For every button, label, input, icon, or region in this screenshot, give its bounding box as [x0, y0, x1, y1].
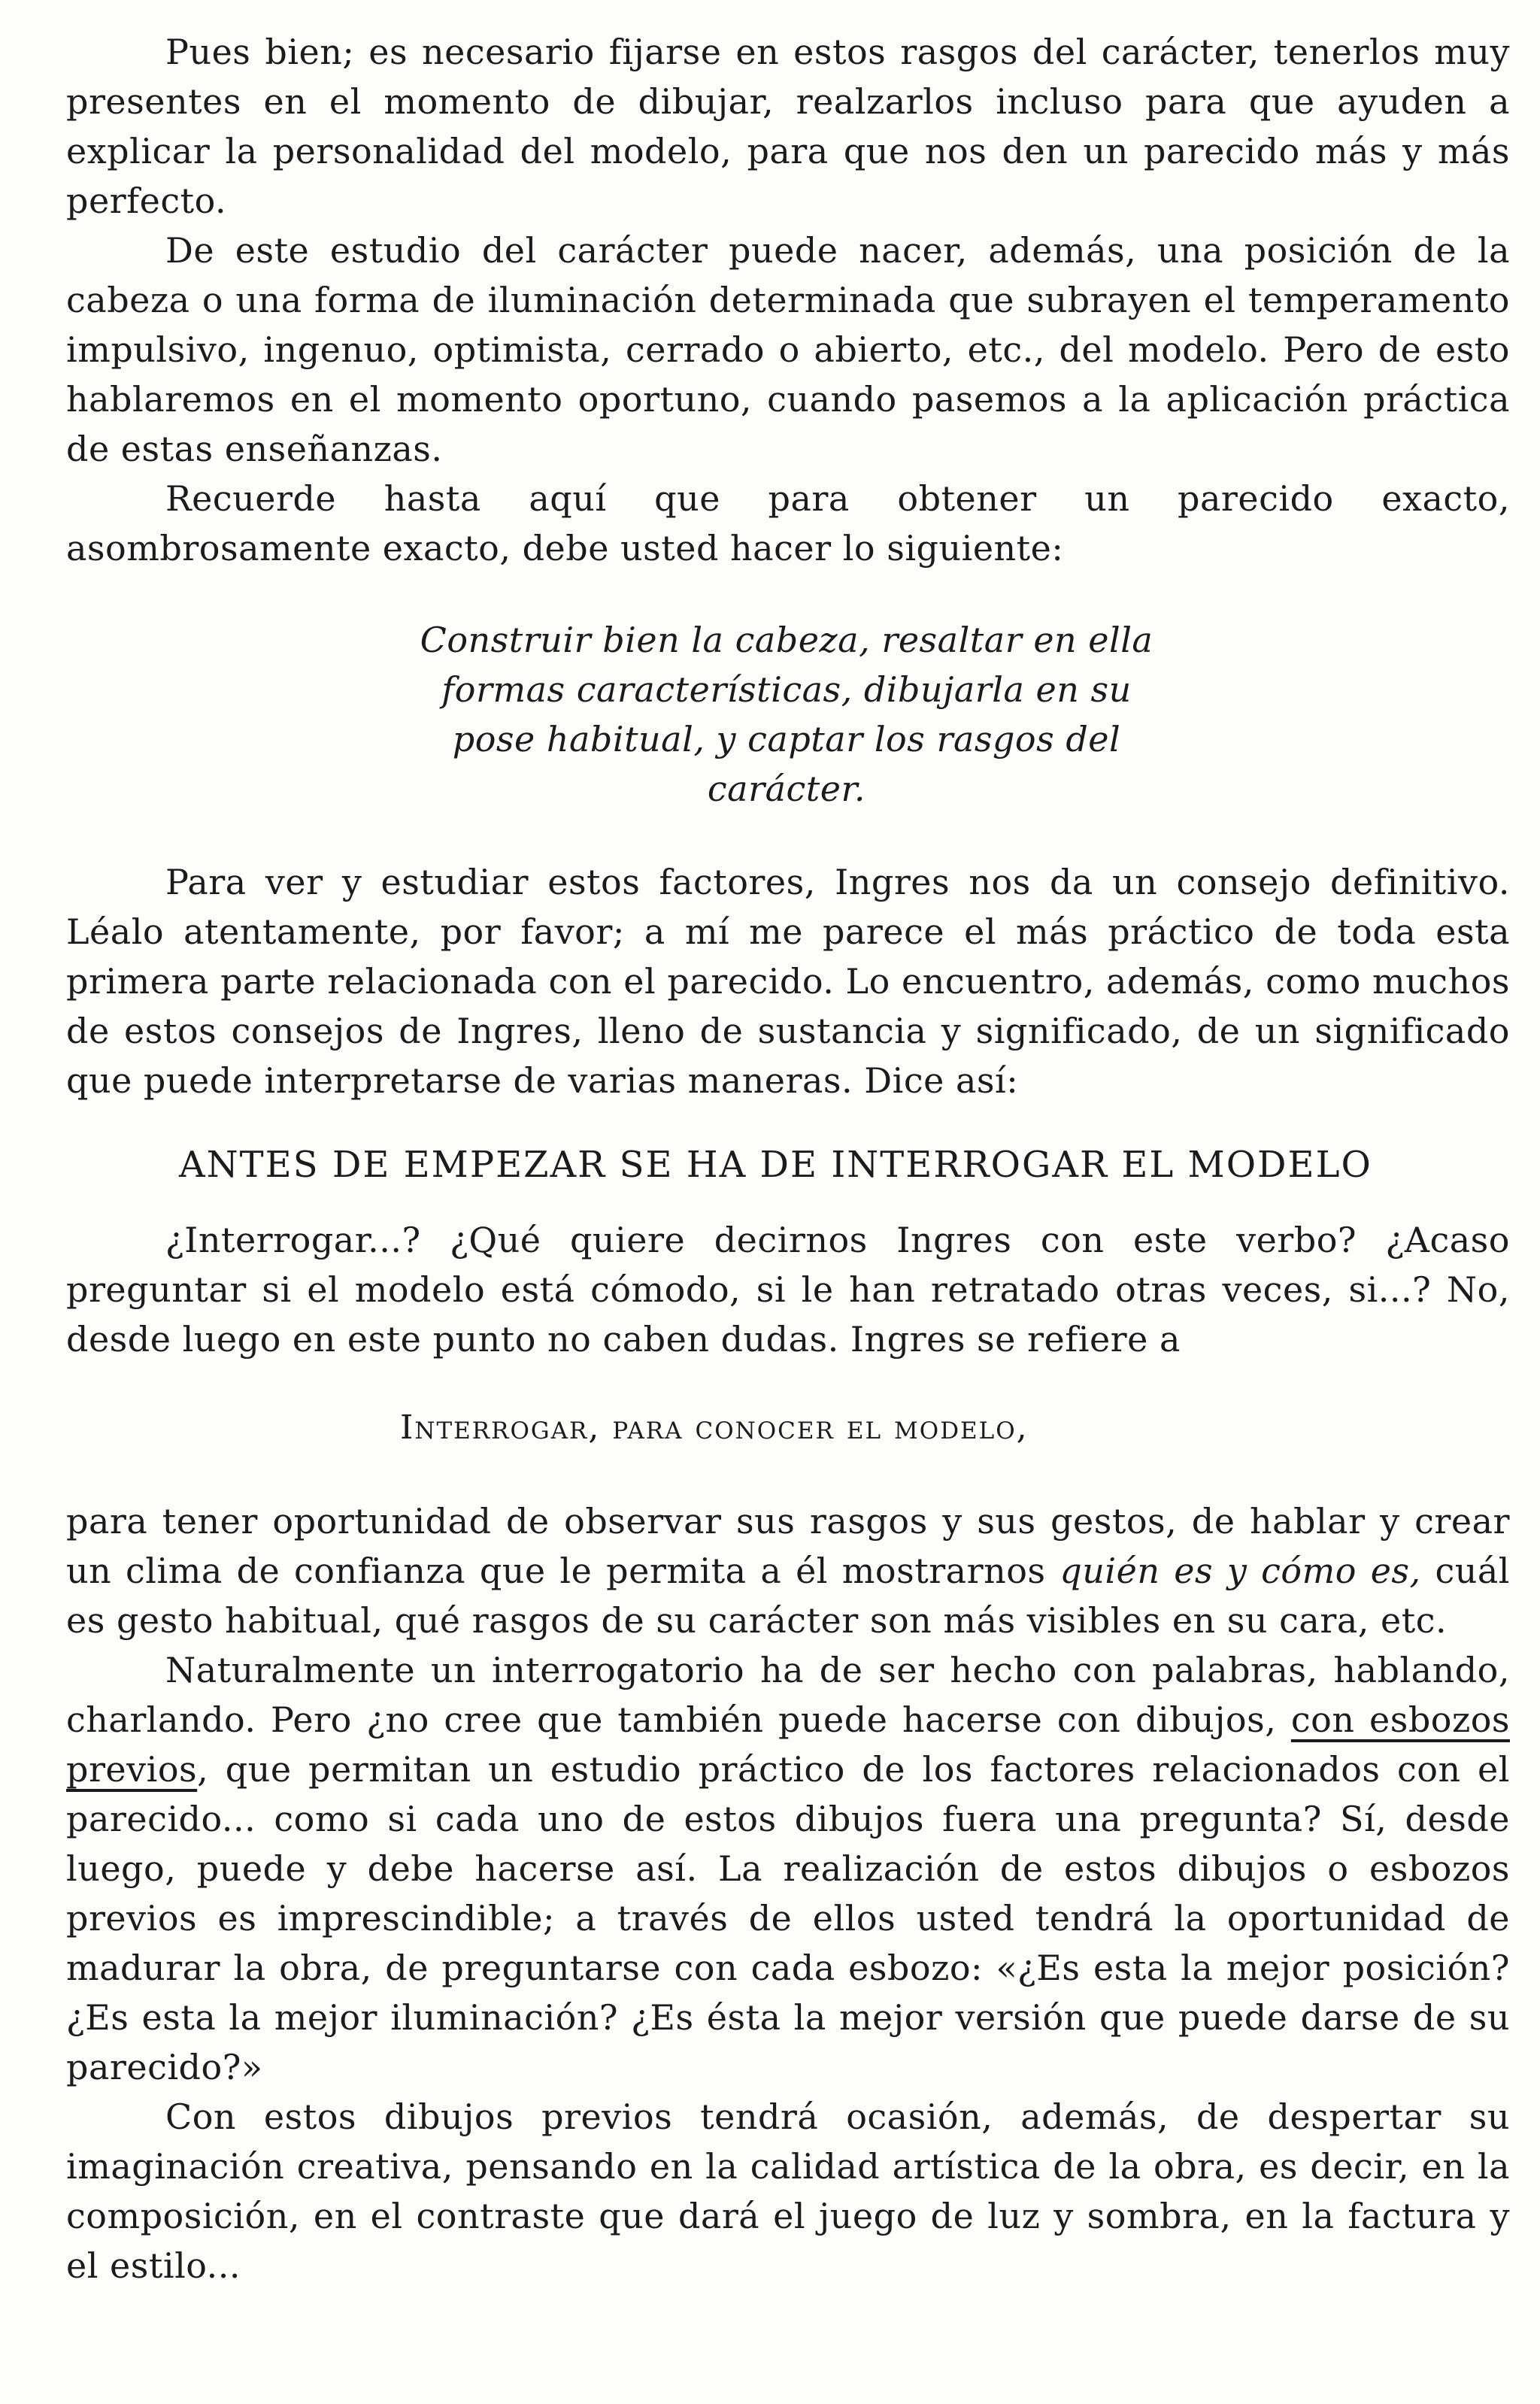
paragraph-sketches-end: , que permitan un estudio práctico de los factores relacionados con el parecido... como si cada uno de estos dibujos fuera una pregunta? Sí, desde luego, puede y debe hacerse así. La realización de estos dibujos o esbozos previos es imprescindible; a través de ellos usted tendrá la oportunidad de madurar la obra, de preguntarse con cada esbozo: «¿Es esta la mejor posición? ¿Es esta la mejor iluminación? ¿Es ésta la mejor versión que puede darse de su parecido?»	[66, 1749, 1510, 2087]
paragraph-observe-start: para tener oportunidad de observar sus rasgos y sus gestos, de hablar y crear un clima de confianza que le permita a él mostrarnos	[66, 1501, 1510, 1591]
smallcaps-phrase: Interrogar, para conocer el modelo,	[400, 1408, 1029, 1447]
section-heading: ANTES DE EMPEZAR SE HA DE INTERROGAR EL MODELO	[179, 1144, 1372, 1186]
paragraph-sketches	[66, 1645, 1510, 2092]
paragraph-interrogate: ¿Interrogar...? ¿Qué quiere decirnos Ingres con este verbo? ¿Acaso preguntar si el modelo está cómodo, si le han retratado otras veces, si...? No, desde luego en este punto no caben dudas. Ingres se refiere a	[66, 1220, 1510, 1360]
paragraph-head-position: De este estudio del carácter puede nacer, además, una posición de la cabeza o una forma de iluminación determinada que subrayen el temperamento impulsivo, ingenuo, optimista, cerrado o abierto, etc., del modelo. Pero de esto hablaremos en el momento oportuno, cuando pasemos a la aplicación práctica de estas enseñanzas.	[66, 230, 1510, 469]
paragraph-character-traits: Pues bien; es necesario fijarse en estos rasgos del carácter, tenerlos muy presentes en el momento de dibujar, realzarlos incluso para que ayuden a explicar la personalidad del modelo, para que nos den un parecido más y más perfecto.	[66, 32, 1510, 221]
paragraph-imagination: Con estos dibujos previos tendrá ocasión, además, de despertar su imaginación creativa, pensando en la calidad artística de la obra, es decir, en la composición, en el contraste que dará el juego de luz y sombra, en la factura y el estilo...	[66, 2096, 1510, 2286]
paragraph-ingres-advice: Para ver y estudiar estos factores, Ingres nos da un consejo definitivo. Léalo atentamente, por favor; a mí me parece el más práctico de toda esta primera parte relacionada con el parecido. Lo encuentro, además, como muchos de estos consejos de Ingres, lleno de sustancia y significado, de un significado que puede interpretarse de varias maneras. Dice así:	[66, 862, 1510, 1101]
italic-quote: Construir bien la cabeza, resaltar en ella formas características, dibujarla en su pose habitual, y captar los rasgos del carácter.	[420, 620, 1153, 809]
paragraph-observe	[66, 1496, 1510, 1645]
paragraph-remember: Recuerde hasta aquí que para obtener un parecido exacto, asombrosamente exacto, debe usted hacer lo siguiente:	[66, 478, 1510, 568]
body-text	[66, 27, 1510, 2290]
paragraph-sketches-start: Naturalmente un interrogatorio ha de ser hecho con palabras, hablando, charlando. Pero ¿no cree que también puede hacerse con dibujos,	[66, 1650, 1510, 1740]
paragraph-observe-italic: quién es y cómo es,	[1060, 1551, 1421, 1591]
underlined-phrase: con esbozos previos	[66, 1699, 1511, 1790]
paragraph-observe-end: cuál es gesto habitual, qué rasgos de su carácter son más visibles en su cara, etc.	[66, 1551, 1510, 1641]
